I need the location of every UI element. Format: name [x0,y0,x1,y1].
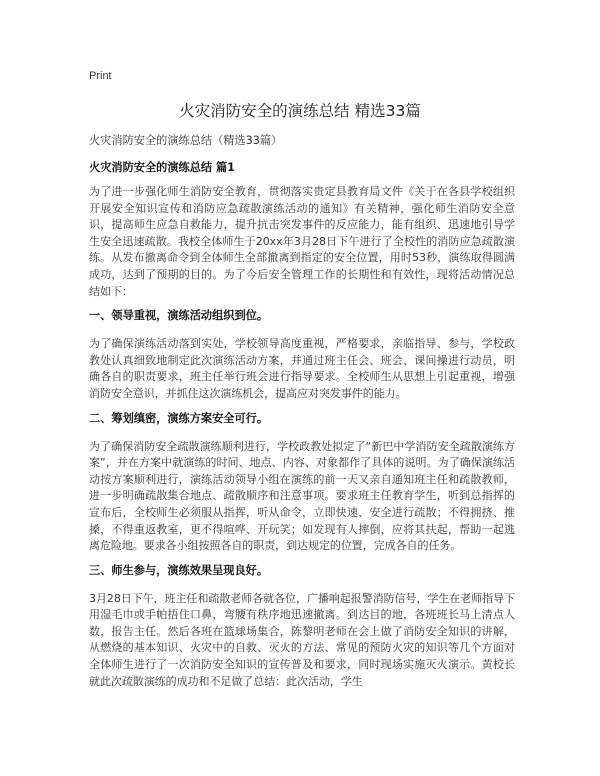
section-2-paragraph: 为了确保消防安全疏散演练顺利进行，学校政教处拟定了“新巴中学消防安全疏散演练方案”，并在方案中就演练的时间、地点、内容、对象都作了具体的说明。为了确保演练活动按方案顺利进行，演练活动领导小组在演练的前一天又亲自通知班主任和疏散教师，进一步明确疏散集合地点、疏散顺序和注意事项。要求班主任教育学生，听到总指挥的宣布后，全校师生必须服从指挥，听从命令，立即快速、安全进行疏散；不得拥挤、推搡，不得重返教室，更不得喧哗、开玩笑；如发现有人摔倒，应将其扶起，帮助一起逃离危险地。要求各小组按照各自的职责，到达规定的位置，完成各自的任务。 [89,439,515,553]
document-title: 火灾消防安全的演练总结 精选33篇 [179,102,421,120]
section-heading-1: 一、领导重视，演练活动组织到位。 [89,309,269,323]
section-heading-3: 三、师生参与，演练效果呈现良好。 [89,563,269,577]
chapter-title: 火灾消防安全的演练总结 篇1 [89,161,235,174]
section-heading-2: 二、筹划缜密，演练方案安全可行。 [89,411,269,425]
intro-paragraph: 为了进一步强化师生消防安全教育，贯彻落实贵定县教育局文件《关于在各县学校组织开展安全知识宣传和消防应急疏散演练活动的通知》有关精神，强化师生消防安全意识，提高师生应急自救能力，提升抗击突发事件的反应能力，能有组织、迅速地引导学生安全迅速疏散。我校全体师生于20xx年3月28日下午进行了全校性的消防应急疏散演练。从发布撤离命令到全体师生全部撤离到指定的安全位置，用时53秒，演练取得圆满成功，达到了预期的目的。为了今后安全管理工作的长期性和有效性，现将活动情况总结如下： [89,185,515,298]
print-link[interactable]: Print [89,70,112,82]
document-body [89,184,515,696]
section-3-paragraph: 3月28日下午，班主任和疏散老师各就各位，广播响起报警消防信号，学生在老师指导下用湿毛巾或手帕捂住口鼻，弯腰有秩序地迅速撤离。到达目的地，各班班长马上清点人数，报告主任。然后各班在篮球场集合，陈黎明老师在会上做了消防安全知识的讲解，从燃烧的基本知识、火灾中的自救、灭火的方法、常见的预防火灾的知识等几个方面对全体师生进行了一次消防安全知识的宣传普及和要求，同时现场实施灭火演示。黄校长就此次疏散演练的成功和不足做了总结：此次活动，学生 [89,591,515,688]
document-subtitle: 火灾消防安全的演练总结（精选33篇） [89,134,283,147]
section-1-paragraph: 为了确保演练活动落到实处，学校领导高度重视，严格要求，亲临指导、参与，学校政教处认真细致地制定此次演练活动方案，并通过班主任会、班会、课间操进行动员，明确各自的职责要求，班主任举行班会进行指导要求。全校师生从思想上引起重视，增强消防安全意识，并抓住这次演练机会，提高应对突发事件的能力。 [89,337,515,400]
